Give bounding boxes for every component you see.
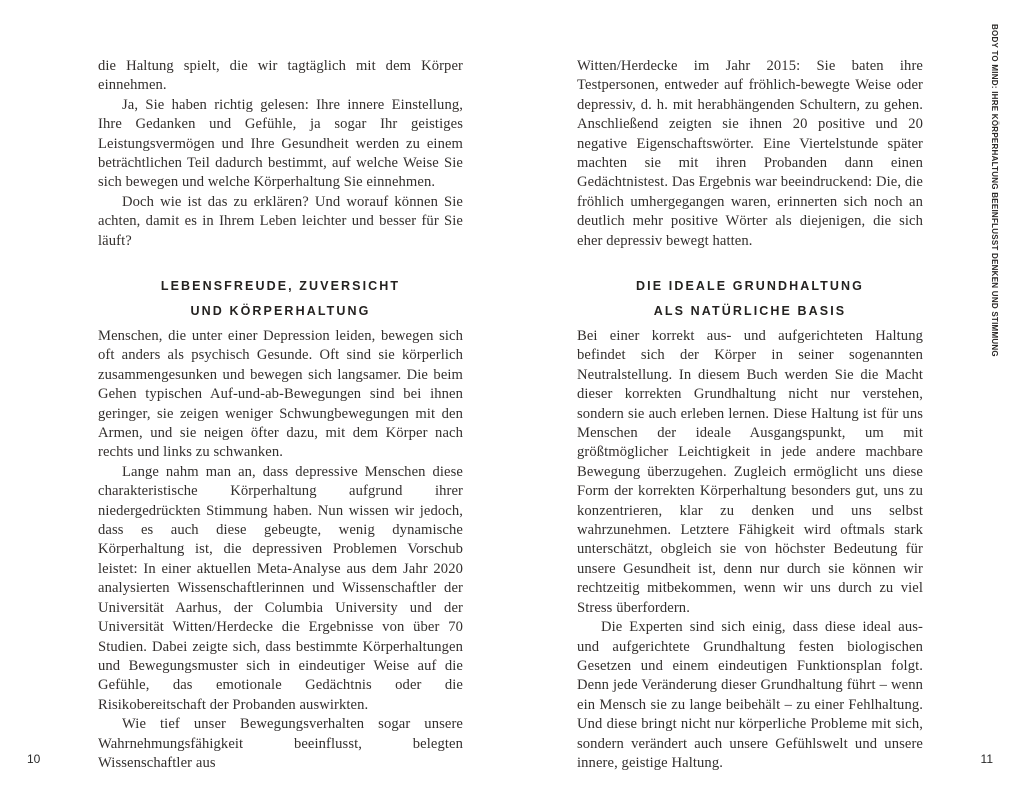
left-heading-line-1: LEBENSFREUDE, ZUVERSICHT xyxy=(160,279,401,293)
left-page-number: 10 xyxy=(27,752,41,766)
paragraph: Bei einer korrekt aus- und aufgerichteten Haltung befindet sich der Körper in seiner sogenannten Neutralstellung. In diesem Buch werden Sie die Macht dieser korrekten Grundhaltung nicht nur verstehen, sondern sie auch erleben lernen. Diese Haltung ist für uns Menschen der ideale Ausgangspunkt, um mit größtmöglicher Leichtigkeit in jede andere machbare Bewegung überzugehen. Zugleich ermöglicht uns diese Form der korrekten Körperhaltung besonders gut, uns zu konzentrieren, klar zu denken und uns selbst wahrzunehmen. Letztere Fähigkeit wird oftmals stark unterschätzt, obgleich sie von höchster Bedeutung für unsere Gesundheit ist, denn nur durch sie können wir rechtzeitig mitbekommen, wenn wir uns durch zu viel Stress überfordern. xyxy=(577,328,923,616)
left-section-text xyxy=(98,327,463,773)
right-intro-text xyxy=(577,57,923,251)
paragraph: Lange nahm man an, dass depressive Menschen diese charakteristische Körperhaltung aufgrund ihrer niedergedrückten Stimmung haben. Nun wissen wir jedoch, dass es auch diese gebeugte, wenig dynamische Körperhaltung ist, die depressiven Problemen Vorschub leistet: In einer aktuellen Meta-Analyse aus dem Jahr 2020 analysierten Wissenschaftlerinnen und Wissenschaftler der Universität Aarhus, der Columbia University und der Universität Witten/Herdecke die Ergebnisse von über 70 Studien. Dabei zeigte sich, dass bestimmte Körperhaltungen und Bewegungsmuster sich in eindeutiger Weise auf die Gefühle, das emotionale Gedächtnis oder die Risikobereitschaft der Probanden auswirkten. xyxy=(98,463,463,713)
paragraph: Wie tief unser Bewegungsverhalten sogar unsere Wahrnehmungsfähigkeit beeinflusst, belegten Wissenschaftler aus xyxy=(98,716,463,771)
paragraph: Witten/Herdecke im Jahr 2015: Sie baten ihre Testpersonen, entweder auf fröhlich-bewegte Weise oder depressiv, d. h. mit herabhängenden Schultern, zu gehen. Anschließend zeigten sie ihnen 20 positive und 20 negative Eigenschaftswörter. Eine Viertelstunde später machten sie mit ihren Probanden dann einen Gedächtnistest. Das Ergebnis war beeindruckend: Die, die fröhlich umhergegangen waren, erinnerten sich noch an deutlich mehr positive Wörter als diejenigen, die sich eher depressiv bewegt hatten. xyxy=(577,58,923,249)
right-heading-line-1: DIE IDEALE GRUNDHALTUNG xyxy=(636,279,864,293)
paragraph: Die Experten sind sich einig, dass diese ideal aus- und aufgerichtete Grundhaltung festen biologischen Gesetzen und einem eindeutigen Funktionsplan folgt. Denn jede Veränderung dieser Grundhaltung führt – wenn ein Mensch sie zu lange beibehält – zu einer Fehlhaltung. Und diese bringt nicht nur körperliche Probleme mit sich, sondern verändert auch unsere Gefühlswelt und unsere innere, geistige Haltung. xyxy=(577,619,923,771)
paragraph: Doch wie ist das zu erklären? Und worauf können Sie achten, damit es in Ihrem Leben leichter und besser für Sie läuft? xyxy=(98,193,463,249)
paragraph: die Haltung spielt, die wir tagtäglich mit dem Körper einnehmen. xyxy=(98,58,463,94)
right-section-text xyxy=(577,327,923,773)
paragraph: Menschen, die unter einer Depression leiden, bewegen sich oft anders als psychisch Gesunde. Oft sind sie körperlich zusammengesunken und bewegen sich langsamer. Die beim Gehen typischen Auf-und-ab-Bewegungen sind bei ihnen geringer, sie zeigen weniger Schwungbewegungen mit den Armen, und sie neigen öfter dazu, mit dem Körper nach rechts und links zu schwanken. xyxy=(98,328,463,461)
right-section-heading xyxy=(577,274,923,324)
right-page-number: 11 xyxy=(980,752,993,766)
left-heading-line-2: UND KÖRPERHALTUNG xyxy=(190,304,371,318)
left-section-heading xyxy=(98,274,463,324)
left-intro-text xyxy=(98,57,463,251)
margin-running-head: BODY TO MIND: IHRE KÖRPERHALTUNG BEEINFLUSST DENKEN UND STIMMUNG xyxy=(990,24,999,357)
paragraph: Ja, Sie haben richtig gelesen: Ihre innere Einstellung, Ihre Gedanken und Gefühle, ja sogar Ihr geistiges Leistungsvermögen und Ihre Gesundheit werden zu einem beträchtlichen Teil dadurch bestimmt, auf welche Weise Sie sich bewegen und welche Körperhaltung Sie einnehmen. xyxy=(98,96,463,191)
right-heading-line-2: ALS NATÜRLICHE BASIS xyxy=(653,304,847,318)
